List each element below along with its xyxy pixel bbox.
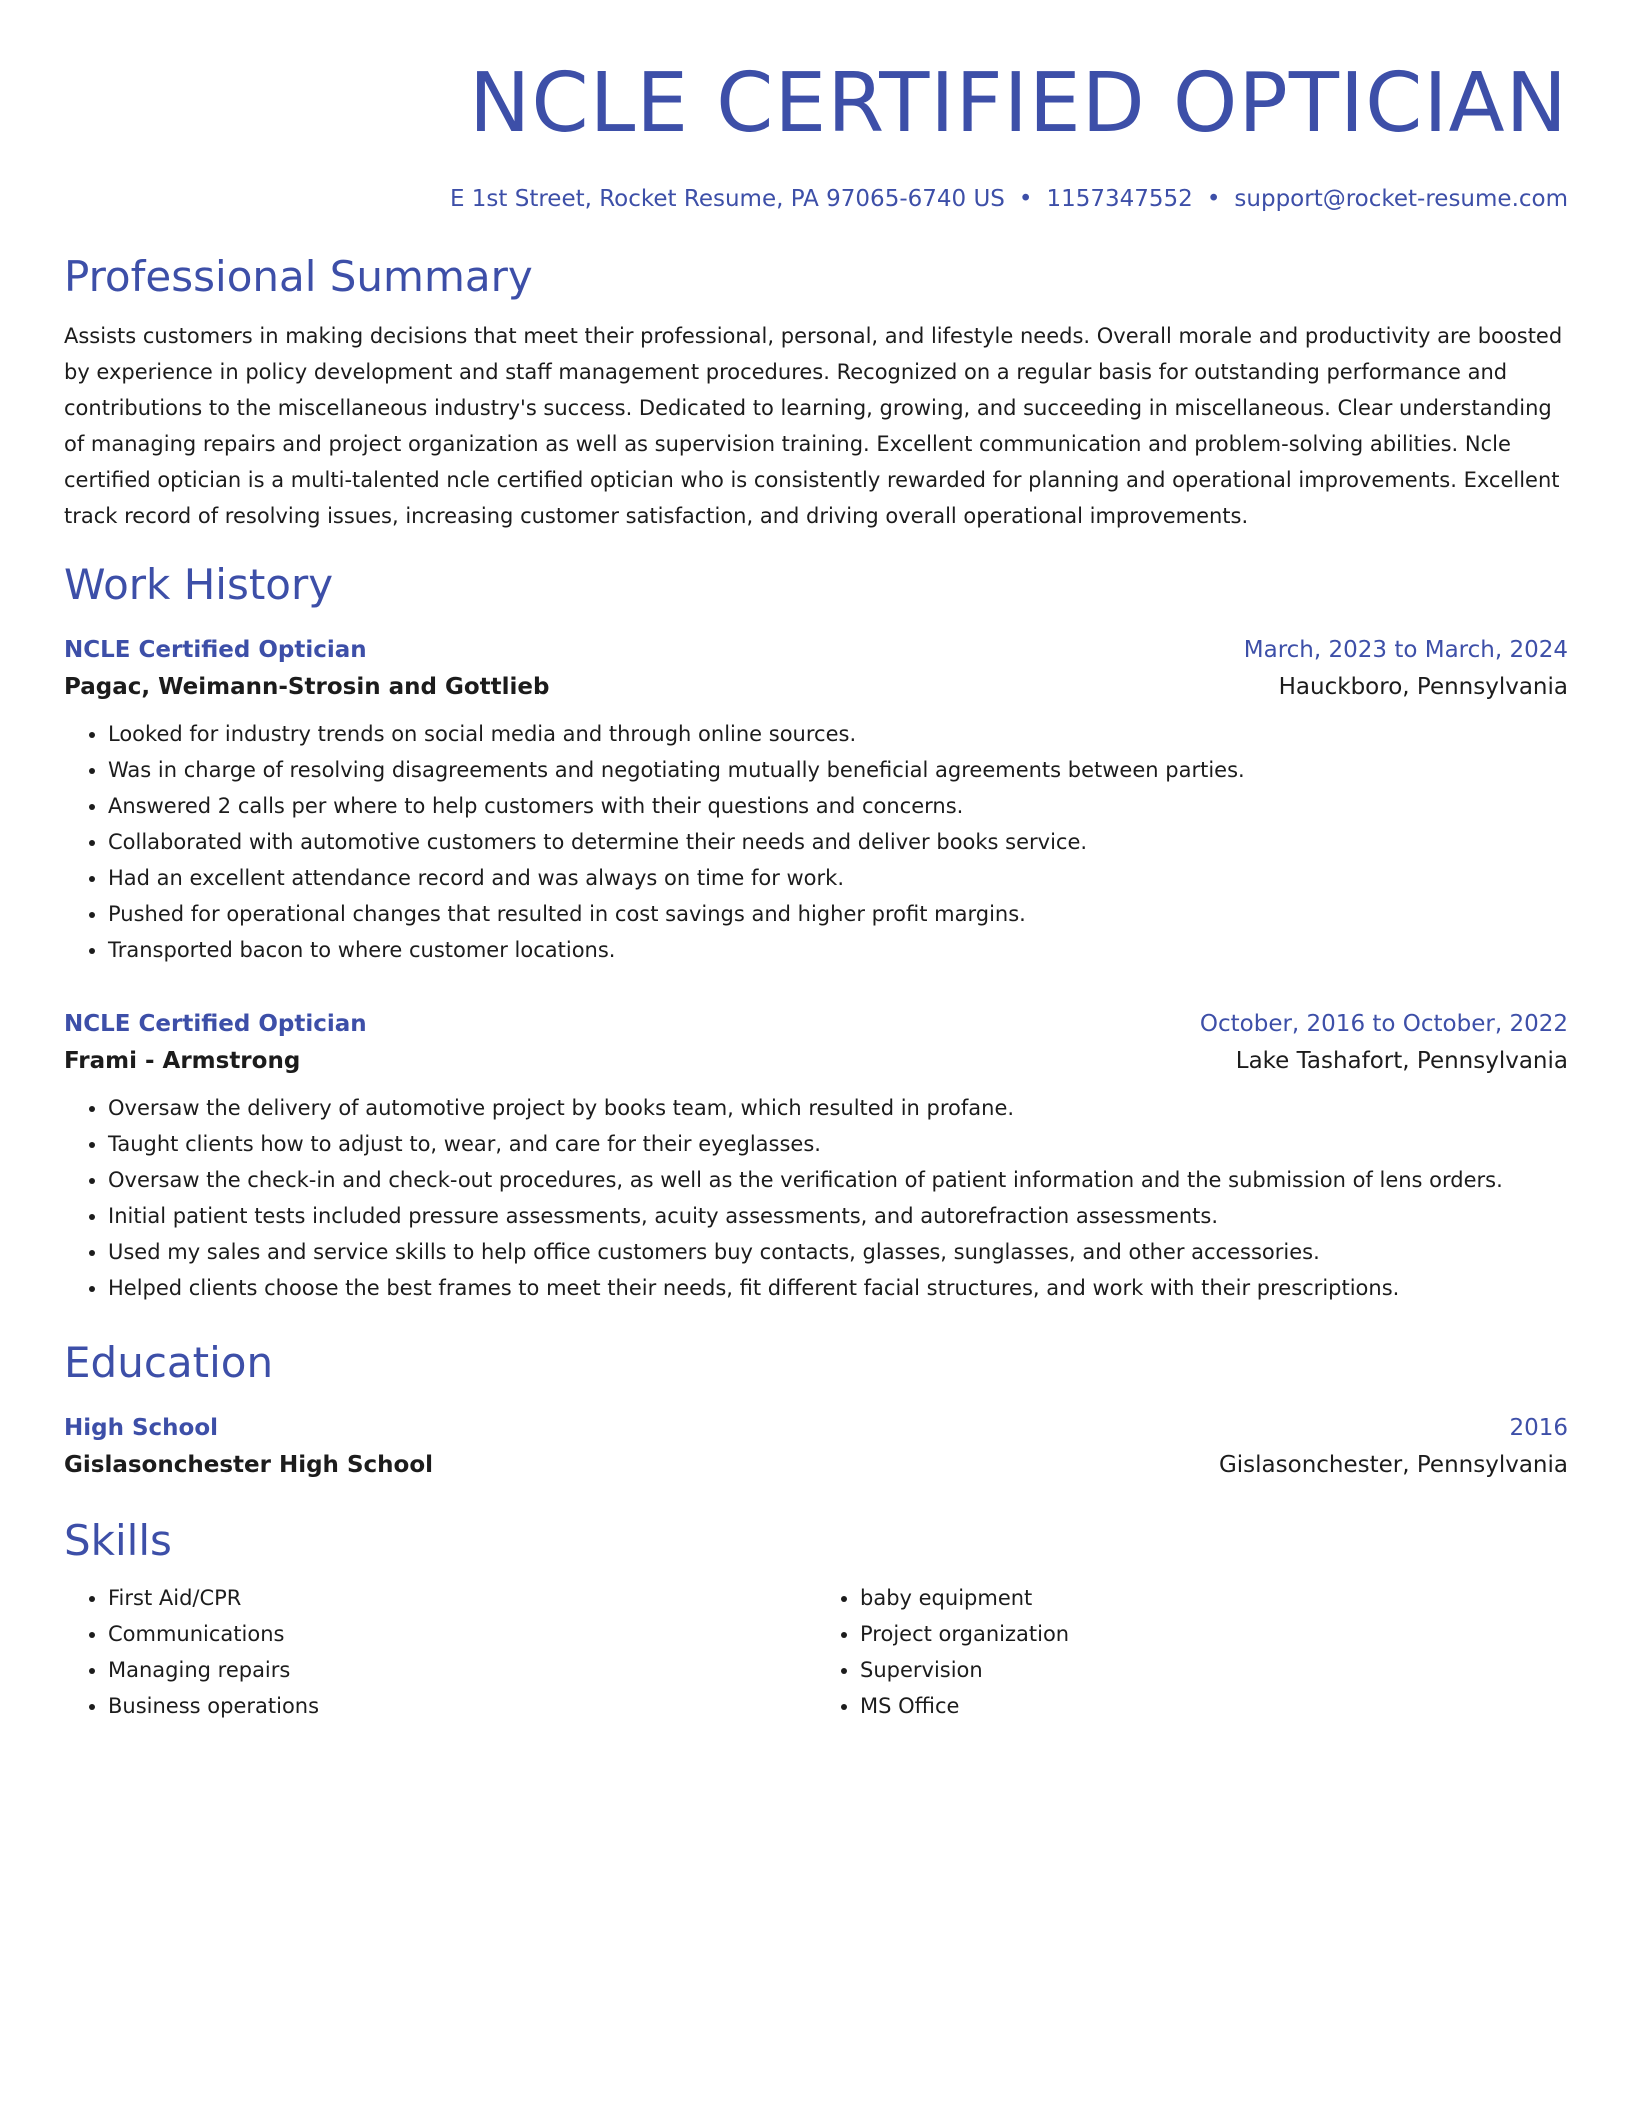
job-location: Lake Tashafort, Pennsylvania bbox=[1235, 1048, 1568, 1074]
skill-item: • Communications bbox=[108, 1616, 816, 1652]
job-duty: • Was in charge of resolving disagreements and negotiating mutually beneficial agreements between parties. bbox=[108, 752, 1568, 788]
job-duty: • Oversaw the delivery of automotive project by books team, which resulted in profane. bbox=[108, 1090, 1568, 1126]
education-degree-row bbox=[64, 1410, 1568, 1446]
job-duty: • Used my sales and service skills to help office customers buy contacts, glasses, sunglasses, and other accessories. bbox=[108, 1234, 1568, 1270]
job-entry bbox=[64, 632, 1568, 968]
resume-header bbox=[64, 56, 1568, 214]
job-duty: • Transported bacon to where customer locations. bbox=[108, 932, 1568, 968]
job-dates: October, 2016 to October, 2022 bbox=[1199, 1011, 1568, 1037]
skill-item: • MS Office bbox=[860, 1688, 1568, 1724]
job-company-row bbox=[64, 1042, 1568, 1080]
skill-item: • Managing repairs bbox=[108, 1652, 816, 1688]
job-duty: • Answered 2 calls per where to help customers with their questions and concerns. bbox=[108, 788, 1568, 824]
job-company-row bbox=[64, 668, 1568, 706]
candidate-name: NCLE CERTIFIED OPTICIAN bbox=[468, 56, 1568, 151]
skills-list-left bbox=[64, 1580, 816, 1724]
job-company: Frami - Armstrong bbox=[64, 1048, 301, 1074]
work-history-heading: Work History bbox=[64, 560, 334, 609]
summary-text: Assists customers in making decisions that meet their professional, personal, and lifestyle needs. Overall morale and productivity are boosted by experience in policy development and staff management procedures. Recognized on a regular basis for outstanding performance and contributions to the miscellaneous industry's success. Dedicated to learning, growing, and succeeding in miscellaneous. Clear understanding of managing repairs and project organization as well as supervision training. Excellent communication and problem-solving abilities. Ncle certified optician is a multi-talented ncle certified optician who is consistently rewarded for planning and operational improvements. Excellent track record of resolving issues, increasing customer satisfaction, and driving overall operational improvements. bbox=[64, 324, 1563, 528]
job-duty: • Oversaw the check-in and check-out procedures, as well as the verification of patient information and the submission of lens orders. bbox=[108, 1162, 1568, 1198]
job-duty: • Initial patient tests included pressure assessments, acuity assessments, and autorefraction assessments. bbox=[108, 1198, 1568, 1234]
skill-item: • Supervision bbox=[860, 1652, 1568, 1688]
contact-separator: • bbox=[1018, 186, 1033, 212]
education-heading: Education bbox=[64, 1338, 274, 1387]
job-title-row bbox=[64, 632, 1568, 668]
job-duty: • Helped clients choose the best frames to meet their needs, fit different facial structures, and work with their prescriptions. bbox=[108, 1270, 1568, 1306]
skill-item: • First Aid/CPR bbox=[108, 1580, 816, 1616]
job-dates: March, 2023 to March, 2024 bbox=[1243, 637, 1568, 663]
skills-heading: Skills bbox=[64, 1516, 172, 1565]
job-entry bbox=[64, 1006, 1568, 1306]
education-school: Gislasonchester High School bbox=[64, 1452, 433, 1478]
job-company: Pagac, Weimann-Strosin and Gottlieb bbox=[64, 674, 550, 700]
contact-phone: 1157347552 bbox=[1046, 186, 1193, 212]
job-title-row bbox=[64, 1006, 1568, 1042]
job-duty: • Had an excellent attendance record and was always on time for work. bbox=[108, 860, 1568, 896]
contact-address: E 1st Street, Rocket Resume, PA 97065-6740 US bbox=[449, 186, 1005, 212]
education-location: Gislasonchester, Pennsylvania bbox=[1218, 1452, 1568, 1478]
skill-item: • baby equipment bbox=[860, 1580, 1568, 1616]
contact-email[interactable]: support@rocket-resume.com bbox=[1234, 186, 1568, 212]
job-duties-list bbox=[64, 716, 1568, 968]
summary-heading: Professional Summary bbox=[64, 252, 533, 301]
education-degree: High School bbox=[64, 1415, 219, 1441]
education-year: 2016 bbox=[1509, 1415, 1568, 1441]
contact-line bbox=[64, 184, 1568, 214]
skill-item: • Project organization bbox=[860, 1616, 1568, 1652]
skills-grid bbox=[64, 1580, 1568, 1724]
education-entry bbox=[64, 1410, 1568, 1484]
job-duty: • Looked for industry trends on social media and through online sources. bbox=[108, 716, 1568, 752]
job-duties-list bbox=[64, 1090, 1568, 1306]
job-location: Hauckboro, Pennsylvania bbox=[1278, 674, 1568, 700]
skills-list-right bbox=[816, 1580, 1568, 1724]
job-duty: • Pushed for operational changes that resulted in cost savings and higher profit margins. bbox=[108, 896, 1568, 932]
job-position: NCLE Certified Optician bbox=[64, 1011, 367, 1037]
skill-item: • Business operations bbox=[108, 1688, 816, 1724]
job-position: NCLE Certified Optician bbox=[64, 637, 367, 663]
job-duty: • Collaborated with automotive customers to determine their needs and deliver books service. bbox=[108, 824, 1568, 860]
education-school-row bbox=[64, 1446, 1568, 1484]
job-duty: • Taught clients how to adjust to, wear, and care for their eyeglasses. bbox=[108, 1126, 1568, 1162]
contact-separator: • bbox=[1206, 186, 1221, 212]
